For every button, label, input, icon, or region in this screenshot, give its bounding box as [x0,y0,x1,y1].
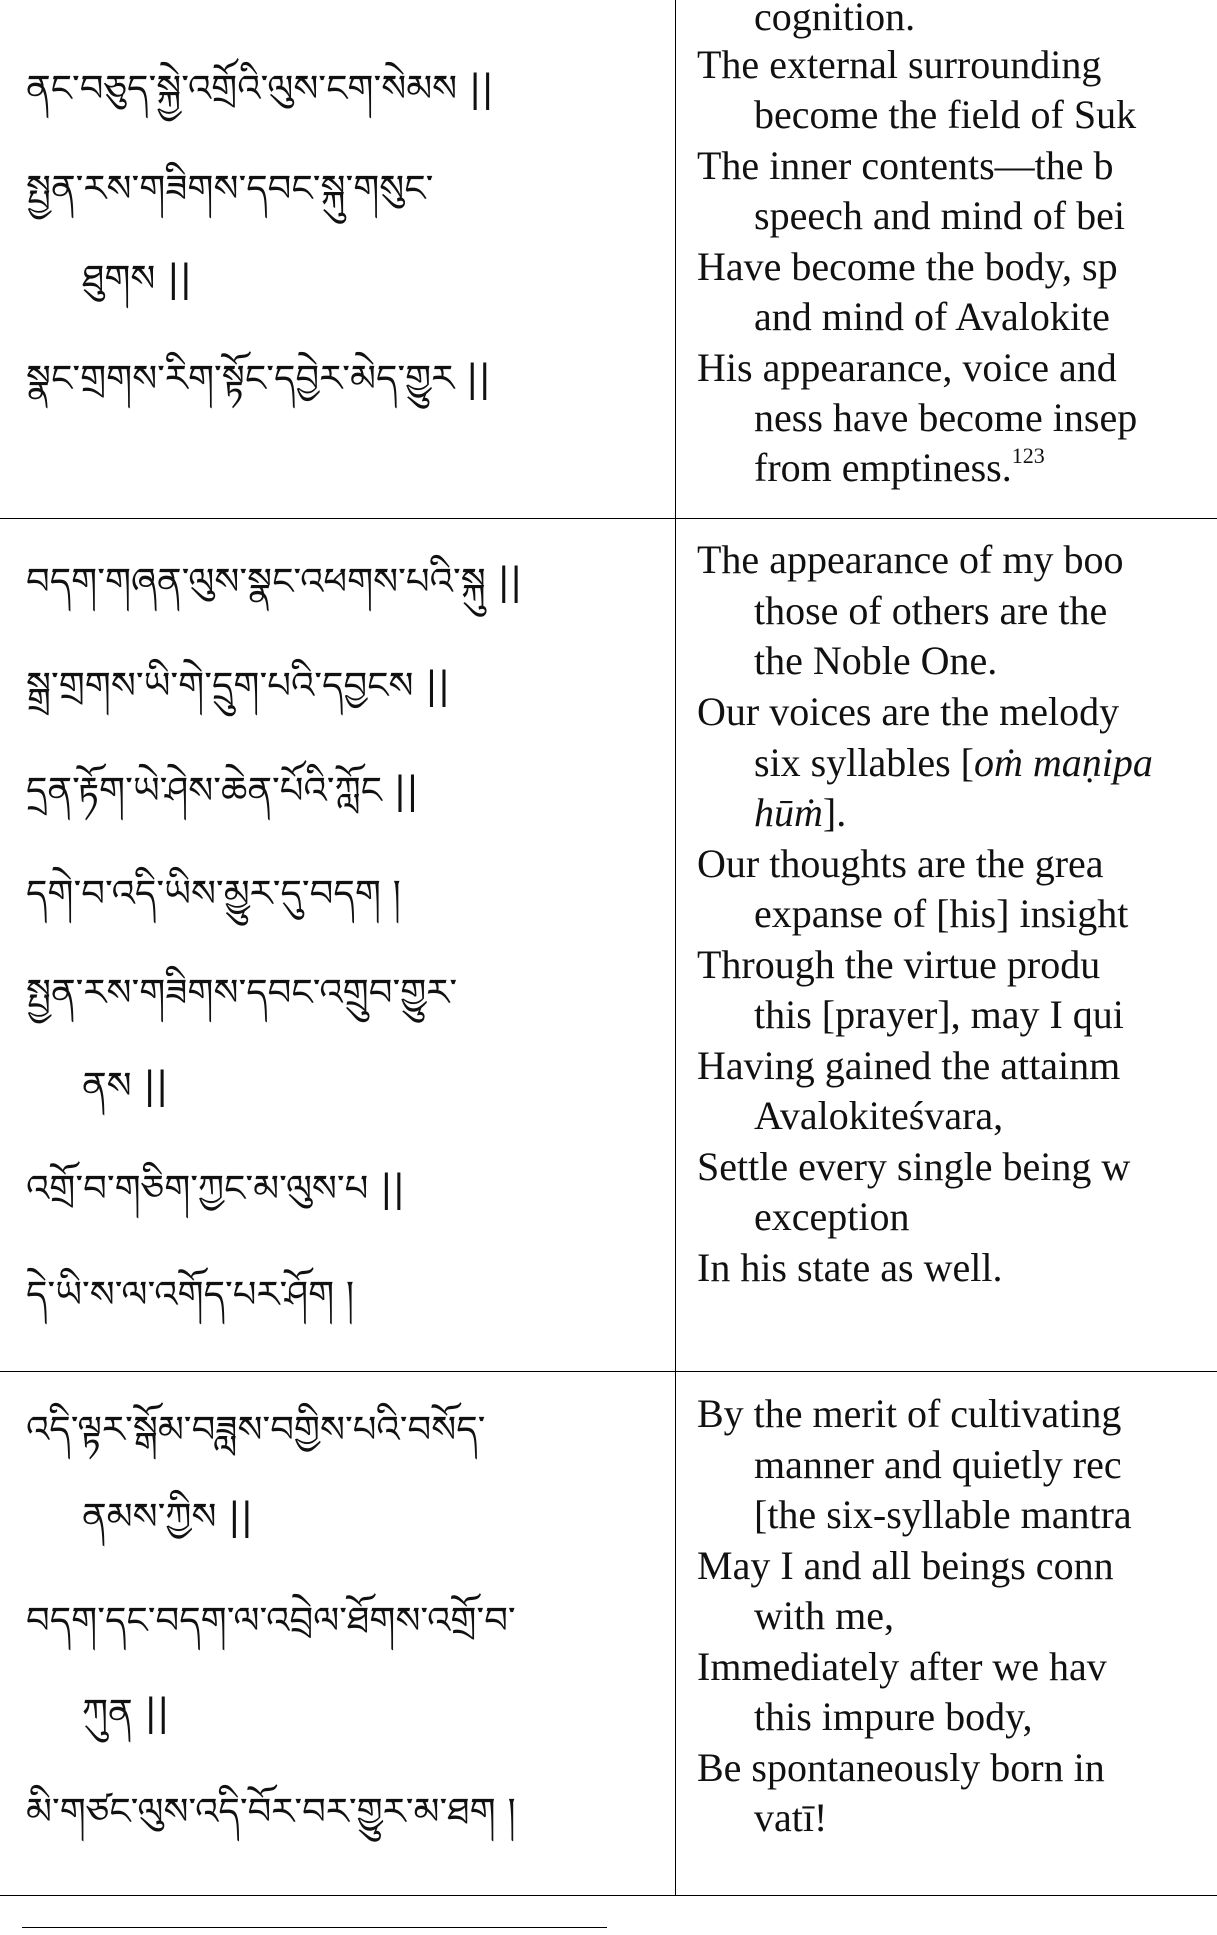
english-line: The appearance of my boo [697,537,1124,582]
english-line: [the six-syllable mantra [754,1492,1132,1537]
english-line: Have become the body, sp [697,244,1118,289]
footnote-rule [22,1927,607,1928]
row-divider [0,1371,1217,1372]
english-line: cognition. [754,0,916,39]
english-line: speech and mind of bei [754,193,1125,238]
tibetan-line: ནང་བཅུད་སྐྱེ་འགྲོའི་ལུས་ངག་སེམས || [26,67,494,110]
tibetan-line: ཀུན || [82,1691,170,1734]
tibetan-line: ཐུགས || [82,257,193,300]
tibetan-line: འགྲོ་བ་གཅིག་ཀྱང་མ་ལུས་པ || [26,1167,406,1210]
tibetan-line: བདག་གཞན་ལུས་སྣང་འཕགས་པའི་སྐུ || [26,560,523,603]
tibetan-line: ནམས་ཀྱིས || [82,1495,254,1538]
english-line: Settle every single being w [697,1144,1131,1189]
tibetan-line: སྣང་གྲགས་རིག་སྟོང་དབྱེར་མེད་གྱུར || [26,357,491,400]
english-line: expanse of [his] insight [754,891,1129,936]
english-line: By the merit of cultivating [697,1391,1122,1436]
tibetan-line: འདི་ལྟར་སྒོམ་བཟླས་བགྱིས་པའི་བསོད་ [26,1408,486,1451]
english-line: those of others are the [754,588,1108,633]
english-line: Immediately after we hav [697,1644,1107,1689]
english-line [754,738,1153,788]
mantra-text: oṁ maṇipa [973,740,1153,785]
english-line: become the field of Suk [754,92,1137,137]
english-line: Be spontaneously born in [697,1745,1105,1790]
english-line [754,788,846,838]
english-line: this impure body, [754,1694,1033,1739]
english-line: In his state as well. [697,1245,1003,1290]
english-line: Through the virtue produ [697,942,1101,987]
tibetan-line: དེ་ཡི་ས་ལ་འགོད་པར་ཤོག ། [26,1273,355,1316]
english-line: The external surrounding [697,42,1102,87]
english-line: Our voices are the melody [697,689,1120,734]
english-line: and mind of Avalokite [754,294,1110,339]
english-line [754,443,1045,493]
english-line: Avalokiteśvara, [754,1093,1004,1138]
tibetan-line: དྲན་རྟོག་ཡེ་ཤེས་ཆེན་པོའི་ཀློང || [26,769,419,812]
row-divider [0,1895,1217,1896]
english-line: with me, [754,1593,894,1638]
english-line: His appearance, voice and [697,345,1117,390]
footnote-marker[interactable]: 123 [1011,443,1045,468]
english-text: six syllables [ [754,740,974,785]
mantra-text: hūṁ [754,790,823,835]
english-text: from emptiness. [754,445,1012,490]
english-line: Having gained the attainm [697,1043,1121,1088]
tibetan-line: མི་གཙང་ལུས་འདི་བོར་བར་གྱུར་མ་ཐག ། [26,1790,516,1833]
english-line: exception [754,1194,910,1239]
tibetan-line: སྤྱན་རས་གཟིགས་དབང་འགྲུབ་གྱུར་ [26,971,458,1014]
english-line: the Noble One. [754,638,998,683]
english-line: The inner contents—the b [697,143,1114,188]
row-divider [0,518,1217,519]
tibetan-line: བདག་དང་བདག་ལ་འབྲེལ་ཐོགས་འགྲོ་བ་ [26,1599,516,1642]
english-line: Our thoughts are the grea [697,841,1104,886]
tibetan-line: སྤྱན་རས་གཟིགས་དབང་སྐུ་གསུང་ [26,167,434,210]
english-line: vatī! [754,1795,828,1840]
tibetan-line: ནས || [82,1064,169,1107]
english-line: ness have become insep [754,395,1138,440]
english-line: May I and all beings conn [697,1543,1114,1588]
english-line: manner and quietly rec [754,1442,1122,1487]
tibetan-line: དགེ་བ་འདི་ཡིས་མྱུར་དུ་བདག ། [26,872,401,915]
tibetan-line: སྒྲ་གྲགས་ཡི་གེ་དྲུག་པའི་དབྱངས || [26,664,451,707]
english-line: this [prayer], may I qui [754,992,1124,1037]
english-text: ]. [822,790,847,835]
